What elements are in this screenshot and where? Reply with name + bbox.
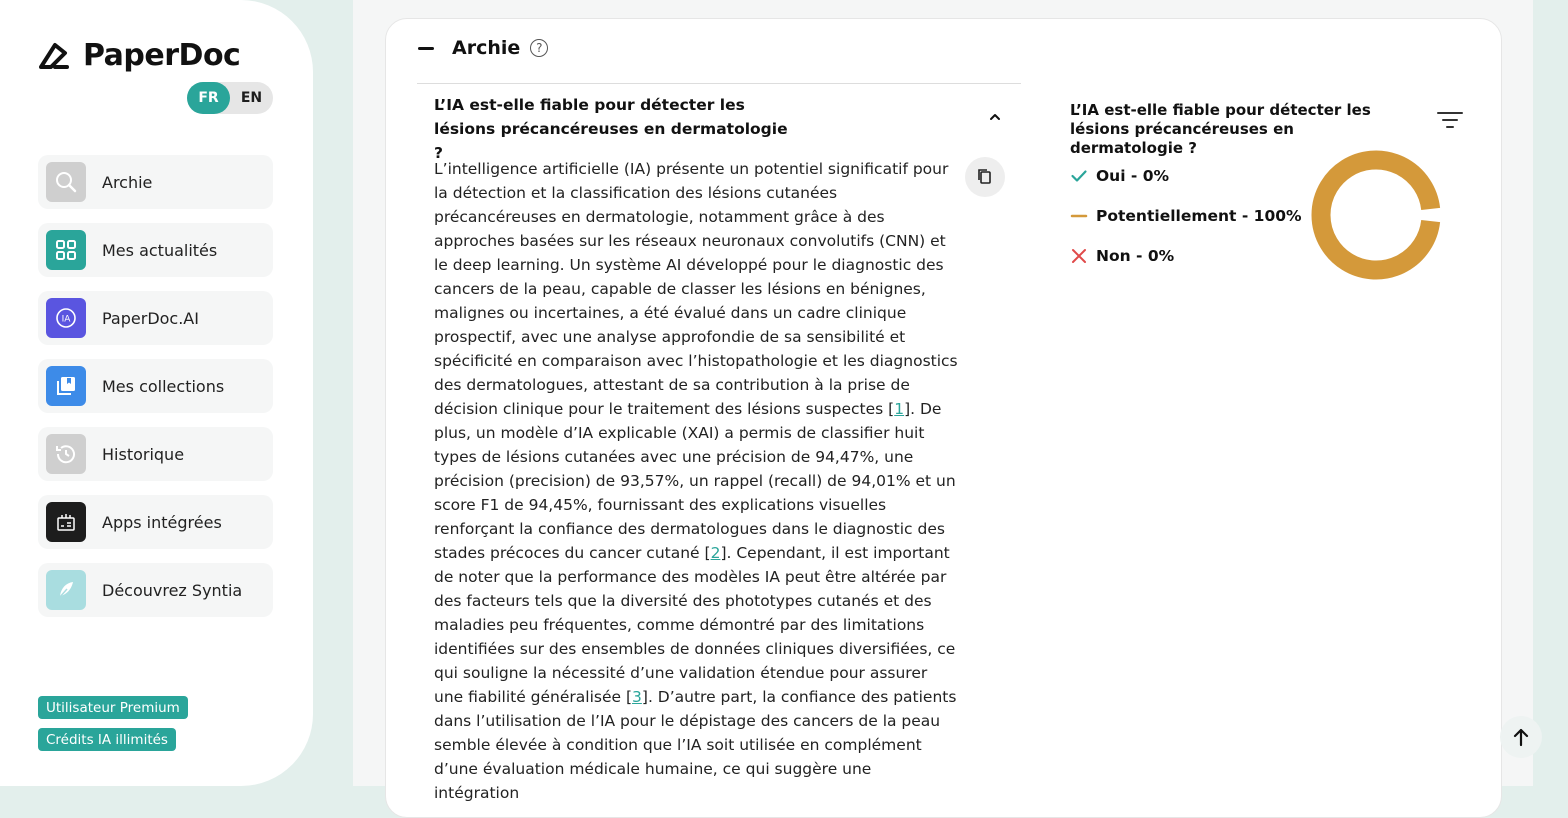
sidebar bbox=[0, 0, 313, 786]
filter-icon[interactable] bbox=[1436, 109, 1464, 131]
arrow-up-icon bbox=[1512, 727, 1530, 747]
answer-text bbox=[434, 157, 958, 805]
sidebar-nav bbox=[38, 155, 273, 631]
cross-icon bbox=[1070, 247, 1088, 265]
ia-icon bbox=[46, 298, 86, 338]
sidebar-item-decouvrez-syntia[interactable] bbox=[38, 563, 273, 617]
copy-icon bbox=[977, 168, 993, 186]
legend-label: Non - 0% bbox=[1096, 247, 1175, 265]
answer-segment: L’intelligence artificielle (IA) présente un potentiel significatif pour la détection et la classification des lésions cutanées précancéreuses en dermatologie, notamment grâce à des approches basées sur les réseaux neuronaux convolutifs (CNN) et le deep learning. Un système AI développé pour le diagnostic des cancers de la peau, capable de classer les lésions en bénignes, malignes ou incertaines, a été évalué dans un cadre clinique prospectif, avec une analyse approfondie de sa sensibilité et spécificité en comparaison avec l’histopathologie et les diagnostics des dermatologues, attestant de sa contribution à la prise de décision clinique pour le traitement des lésions suspectes [ bbox=[434, 160, 958, 418]
collections-icon bbox=[46, 366, 86, 406]
answer-segment: ]. D’autre part, la confiance des patients dans l’utilisation de l’IA pour le dépistage des cancers de la peau semble élevée à condition que l’IA soit utilisée en complément d’une évaluation médicale humaine, ce qui suggère une intégration bbox=[434, 688, 957, 802]
check-icon bbox=[1070, 167, 1088, 185]
lang-fr-button[interactable]: FR bbox=[187, 82, 230, 114]
sidebar-item-historique[interactable] bbox=[38, 427, 273, 481]
chevron-up-icon[interactable] bbox=[985, 107, 1005, 127]
question-circle-icon[interactable]: ? bbox=[530, 39, 548, 57]
dash-icon bbox=[1070, 207, 1088, 225]
legend-item-potentiellement bbox=[1070, 196, 1302, 236]
premium-badge: Utilisateur Premium bbox=[38, 696, 188, 719]
collapse-icon[interactable] bbox=[418, 47, 434, 50]
credits-badge: Crédits IA illimités bbox=[38, 728, 176, 751]
language-switch[interactable] bbox=[187, 82, 273, 114]
sidebar-item-label: Historique bbox=[102, 444, 185, 464]
feather-icon bbox=[46, 570, 86, 610]
card-title: Archie bbox=[452, 37, 521, 59]
scroll-to-top-button[interactable] bbox=[1500, 716, 1542, 758]
donut-slice-potentiellement bbox=[1321, 160, 1431, 270]
summary-donut-chart bbox=[1306, 145, 1446, 285]
lang-en-button[interactable]: EN bbox=[240, 90, 263, 106]
archie-card bbox=[385, 18, 1502, 818]
brand-logo[interactable] bbox=[37, 38, 240, 73]
sidebar-item-archie[interactable] bbox=[38, 155, 273, 209]
sidebar-item-label: Mes actualités bbox=[102, 240, 218, 260]
question-title[interactable]: L’IA est-elle fiable pour détecter les lésions précancéreuses en dermatologie ? bbox=[434, 96, 788, 162]
summary-title: L’IA est-elle fiable pour détecter les lésions précancéreuses en dermatologie ? bbox=[1070, 101, 1371, 157]
sidebar-item-label: Archie bbox=[102, 172, 153, 192]
sidebar-item-mes-actualites[interactable] bbox=[38, 223, 273, 277]
grid-icon bbox=[46, 230, 86, 270]
citation-link-1[interactable]: 1 bbox=[894, 400, 905, 418]
legend-item-oui bbox=[1070, 156, 1302, 196]
legend-item-non bbox=[1070, 236, 1302, 276]
brand-name: PaperDoc bbox=[83, 38, 241, 73]
legend-label: Oui - 0% bbox=[1096, 167, 1170, 185]
answer-segment: ]. Cependant, il est important de noter que la performance des modèles IA peut être altérée par des facteurs tels que la diversité des phototypes cutanés et des maladies peu fréquentes, comme démontré par des limitations identifiées sur des ensembles de données cliniques diversifiées, ce qui souligne la nécessité d’une validation étendue pour assurer une fiabilité généralisée [ bbox=[434, 544, 956, 706]
sidebar-item-label: PaperDoc.AI bbox=[102, 308, 199, 328]
card-header[interactable] bbox=[418, 37, 548, 59]
summary-legend bbox=[1070, 156, 1302, 276]
svg-text:IA: IA bbox=[61, 314, 71, 325]
paperdoc-logo-icon bbox=[37, 39, 71, 73]
divider bbox=[417, 83, 1021, 84]
citation-link-2[interactable]: 2 bbox=[710, 544, 721, 562]
copy-button[interactable] bbox=[965, 157, 1005, 197]
sidebar-item-apps-integrees[interactable] bbox=[38, 495, 273, 549]
history-icon bbox=[46, 434, 86, 474]
citation-link-3[interactable]: 3 bbox=[632, 688, 642, 706]
sidebar-item-label: Apps intégrées bbox=[102, 512, 222, 532]
sidebar-item-label: Mes collections bbox=[102, 376, 225, 396]
sidebar-item-mes-collections[interactable] bbox=[38, 359, 273, 413]
sidebar-item-label: Découvrez Syntia bbox=[102, 580, 243, 600]
search-icon bbox=[46, 162, 86, 202]
legend-label: Potentiellement - 100% bbox=[1096, 207, 1302, 225]
sidebar-item-paperdoc-ai[interactable] bbox=[38, 291, 273, 345]
answer-segment: ]. De plus, un modèle d’IA explicable (XAI) a permis de classifier huit types de lésions cutanées avec une précision de 94,47%, une précision (precision) de 93,57%, un rappel (recall) de 94,01% et un score F1 de 94,45%, fournissant des explications visuelles renforçant la confiance des dermatologues dans le diagnostic des stades précoces du cancer cutané [ bbox=[434, 400, 956, 562]
apps-icon bbox=[46, 502, 86, 542]
